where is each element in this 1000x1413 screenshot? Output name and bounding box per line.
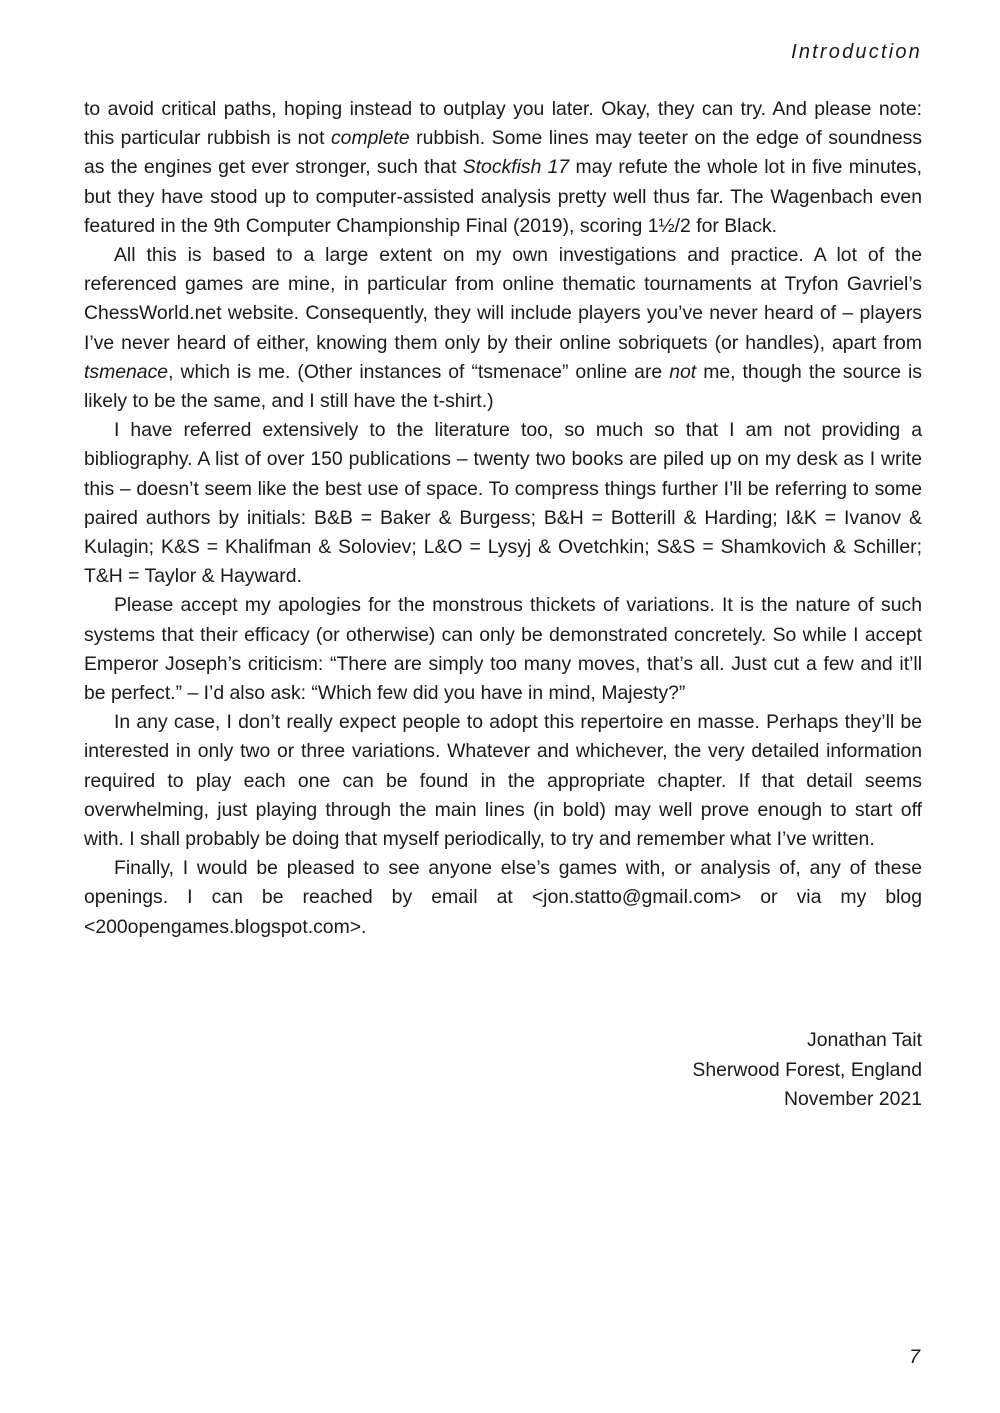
page-number: 7 <box>909 1346 920 1368</box>
running-head: Introduction <box>791 41 922 63</box>
paragraph-5: In any case, I don’t really expect people to adopt this repertoire en masse. Perhaps they’ll be interested in only two or three variations. Whatever and whichever, the very detailed information required to play each one can be found in the appropriate chapter. If that detail seems overwhelming, just playing through the main lines (in bold) may well prove enough to start off with. I shall probably be doing that myself periodically, to try and remember what I’ve written. <box>84 711 922 851</box>
p1-text-e: may refute the whole lot in five minutes, but they have stood up to computer-assisted analysis pretty well thus far. The Wagenbach even featured in the 9th Computer Championship Final (2019), scoring 1½/2 for Black. <box>84 156 922 237</box>
body-text <box>84 95 922 942</box>
p1-italic-stockfish: Stockfish 17 <box>462 156 570 179</box>
p2-text-a: All this is based to a large extent on my own investigations and practice. A lot of the referenced games are mine, in particular from online thematic tournaments at Tryfon Gavriel’s ChessWorld.net website. Consequently, they will include players you’ve never heard of – players I’ve never heard of either, knowing them only by their online sobriquets (or handles), apart from <box>84 244 922 354</box>
signature-block <box>692 1026 922 1115</box>
p1-italic-complete: complete <box>330 127 410 150</box>
paragraph-6: Finally, I would be pleased to see anyone else’s games with, or analysis of, any of these openings. I can be reached by email at <jon.statto@gmail.com> or via my blog <200opengames.blogspot.com>. <box>84 857 922 938</box>
p2-text-c: , which is me. (Other instances of “tsmenace” online are <box>168 360 670 383</box>
p1-text-c: rubbish. Some lines may teeter on the edge of soundness as the engines get ever stronger, such that <box>84 127 923 179</box>
author-name: Jonathan Tait <box>807 1029 922 1051</box>
p2-italic-not: not <box>669 360 697 383</box>
paragraph-3: I have referred extensively to the literature too, so much so that I am not providing a bibliography. A list of over 150 publications – twenty two books are piled up on my desk as I write this – doesn’t seem like the best use of space. To compress things further I’ll be referring to some paired authors by initials: B&B = Baker & Burgess; B&H = Botterill & Harding; I&K = Ivanov & Kulagin; K&S = Khalifman & Soloviev; L&O = Lysyj & Ovetchkin; S&S = Shamkovich & Schiller; T&H = Taylor & Hayward. <box>84 419 922 588</box>
p2-italic-tsmenace: tsmenace <box>84 360 169 383</box>
paragraph-1 <box>84 95 922 241</box>
p2-text-e: me, though the source is likely to be the same, and I still have the t-shirt.) <box>84 360 922 413</box>
author-location: Sherwood Forest, England <box>692 1058 922 1081</box>
paragraph-4: Please accept my apologies for the monstrous thickets of variations. It is the nature of such systems that their efficacy (or otherwise) can only be demonstrated concretely. So while I accept Emperor Joseph’s criticism: “There are simply too many moves, that’s all. Just cut a few and it’ll be perfect.” – I’d also ask: “Which few did you have in mind, Majesty?” <box>84 594 922 705</box>
paragraph-2 <box>84 241 922 416</box>
signature-date: November 2021 <box>784 1088 922 1110</box>
p1-text-a: to avoid critical paths, hoping instead to outplay you later. Okay, they can try. And please note: this particular rubbish is not <box>84 98 922 150</box>
